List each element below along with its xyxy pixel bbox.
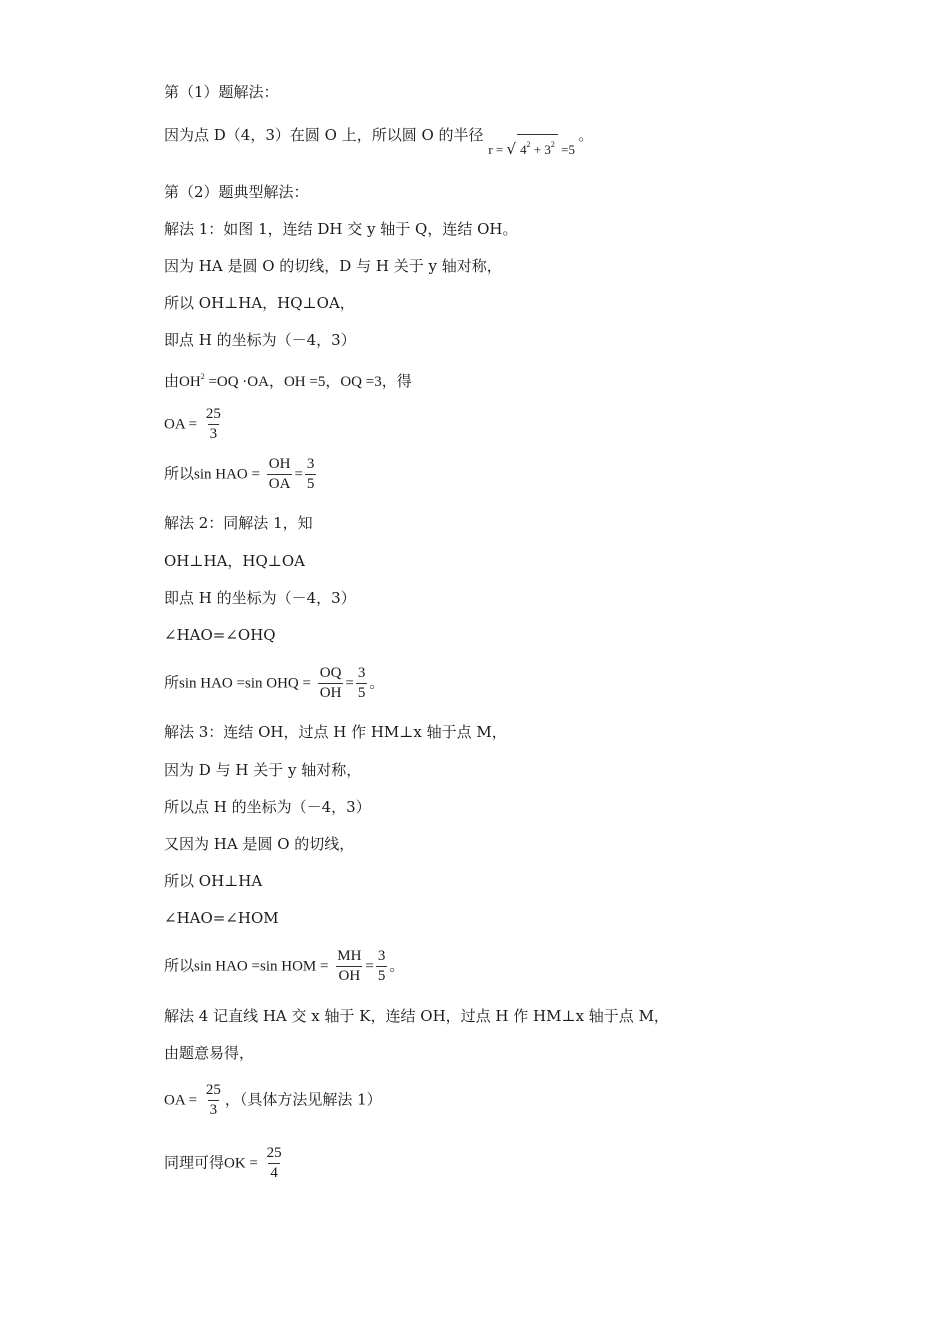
m2-eq: = bbox=[345, 675, 354, 692]
m4-ok-fraction bbox=[265, 1144, 284, 1183]
m3-sin-prefix: 所以 bbox=[164, 956, 195, 975]
part2-heading: 第（2）题典型解法： bbox=[164, 183, 309, 201]
m1-sin-label: sin HAO = bbox=[194, 466, 260, 483]
radius-symbol: r = bbox=[488, 142, 504, 157]
m1-oa-line bbox=[164, 405, 225, 444]
radius-formula bbox=[488, 142, 578, 157]
m4-ok-line bbox=[164, 1144, 286, 1183]
m3-fraction-2 bbox=[376, 947, 388, 986]
m4-oa-label: OA = bbox=[164, 1092, 198, 1109]
m2-sin-label: sin HAO =sin OHQ = bbox=[179, 675, 311, 692]
m3-line-1: 解法 3：连结 OH，过点 H 作 HM⊥x 轴于点 M， bbox=[164, 723, 507, 741]
m1-oa-fraction bbox=[204, 405, 223, 444]
m3-line-6: ∠HAO=∠HOM bbox=[164, 909, 279, 927]
m4-oa-num: 25 bbox=[205, 1082, 221, 1098]
m1-l5-exp: 2 bbox=[200, 372, 205, 381]
m3-eq: = bbox=[365, 958, 374, 975]
m1-sin-den2: 5 bbox=[306, 476, 315, 492]
m1-l5-end: ，得 bbox=[381, 372, 412, 390]
m1-oa-num: 25 bbox=[205, 406, 221, 422]
m1-line-1: 解法 1：如图 1，连结 DH 交 y 轴于 Q，连结 OH。 bbox=[164, 220, 518, 238]
m3-den2: 5 bbox=[377, 968, 386, 984]
m1-l5-prefix: 由 bbox=[164, 372, 180, 390]
m3-line-3: 所以点 H 的坐标为（－4，3） bbox=[164, 798, 371, 816]
m1-sin-fraction-2 bbox=[305, 455, 317, 494]
m4-oa-line bbox=[164, 1081, 382, 1120]
m2-period: 。 bbox=[369, 673, 385, 692]
m3-line-5: 所以 OH⊥HA bbox=[164, 872, 263, 890]
m4-ok-label: OK = bbox=[224, 1155, 258, 1172]
m3-sin-label: sin HAO =sin HOM = bbox=[194, 958, 329, 975]
m1-sin-line bbox=[164, 455, 318, 494]
m1-sin-fraction-1 bbox=[267, 455, 293, 494]
m3-line-4: 又因为 HA 是圆 O 的切线， bbox=[164, 835, 355, 853]
m3-line-2: 因为 D 与 H 关于 y 轴对称， bbox=[164, 761, 362, 779]
m1-line-3: 所以 OH⊥HA，HQ⊥OA， bbox=[164, 294, 355, 312]
m2-sin-line bbox=[164, 664, 384, 703]
m4-ok-den: 4 bbox=[270, 1165, 278, 1181]
m2-line-4: ∠HAO=∠OHQ bbox=[164, 626, 276, 644]
m1-line-2: 因为 HA 是圆 O 的切线，D 与 H 关于 y 轴对称， bbox=[164, 257, 502, 275]
m1-l5-formula bbox=[179, 374, 382, 390]
radicand bbox=[517, 134, 558, 160]
m2-line-1: 解法 2：同解法 1，知 bbox=[164, 514, 313, 532]
m2-line-3: 即点 H 的坐标为（－4，3） bbox=[164, 589, 356, 607]
part1-period: 。 bbox=[578, 126, 594, 144]
exponent-b: 2 bbox=[550, 140, 555, 149]
m1-sin-eq: = bbox=[294, 466, 303, 483]
m2-den1: OH bbox=[319, 685, 342, 701]
radius-result: =5 bbox=[561, 142, 576, 157]
m4-oa-fraction bbox=[204, 1081, 223, 1120]
radicand-a: 4 bbox=[520, 142, 527, 157]
exponent-a: 2 bbox=[526, 140, 531, 149]
m2-num1: OQ bbox=[319, 665, 342, 681]
m4-ok-num: 25 bbox=[266, 1145, 282, 1161]
part1-radius-line bbox=[164, 120, 594, 158]
sqrt-sign: √ bbox=[506, 140, 517, 158]
m2-line-2: OH⊥HA，HQ⊥OA bbox=[164, 552, 306, 570]
m1-line-5 bbox=[164, 367, 412, 392]
m2-fraction-1 bbox=[318, 664, 344, 703]
m2-sin-prefix: 所 bbox=[164, 673, 180, 692]
m1-sin-num2: 3 bbox=[306, 456, 315, 472]
m1-sin-den1: OA bbox=[268, 476, 291, 492]
m1-line-4: 即点 H 的坐标为（－4，3） bbox=[164, 331, 356, 349]
m1-oa-label: OA = bbox=[164, 416, 198, 433]
m1-oa-den: 3 bbox=[209, 426, 218, 442]
m3-den1: OH bbox=[338, 968, 361, 984]
m4-line-1: 解法 4 记直线 HA 交 x 轴于 K，连结 OH，过点 H 作 HM⊥x 轴于点 M， bbox=[164, 1007, 669, 1025]
m1-l5-oh: OH bbox=[179, 374, 201, 390]
m3-num2: 3 bbox=[377, 948, 386, 964]
m3-fraction-1 bbox=[335, 947, 363, 986]
m2-den2: 5 bbox=[357, 685, 366, 701]
m4-oa-den: 3 bbox=[209, 1102, 218, 1118]
part1-text: 因为点 D（4，3）在圆 O 上，所以圆 O 的半径 bbox=[164, 126, 484, 144]
m1-sin-prefix: 所以 bbox=[164, 464, 195, 483]
m4-line-2: 由题意易得， bbox=[164, 1044, 255, 1062]
m2-num2: 3 bbox=[357, 665, 366, 681]
part1-heading: 第（1）题解法： bbox=[164, 83, 279, 101]
m4-oa-note: ，（具体方法见解法 1） bbox=[224, 1090, 382, 1109]
m1-sin-num1: OH bbox=[268, 456, 291, 472]
m3-sin-line bbox=[164, 947, 404, 986]
radicand-b: + 3 bbox=[533, 142, 551, 157]
m2-fraction-2 bbox=[356, 664, 368, 703]
m4-ok-prefix: 同理可得 bbox=[164, 1153, 225, 1172]
m3-period: 。 bbox=[389, 956, 405, 975]
m1-l5-rest: =OQ ·OA，OH =5，OQ =3 bbox=[208, 374, 382, 390]
m3-num1: MH bbox=[337, 948, 362, 964]
